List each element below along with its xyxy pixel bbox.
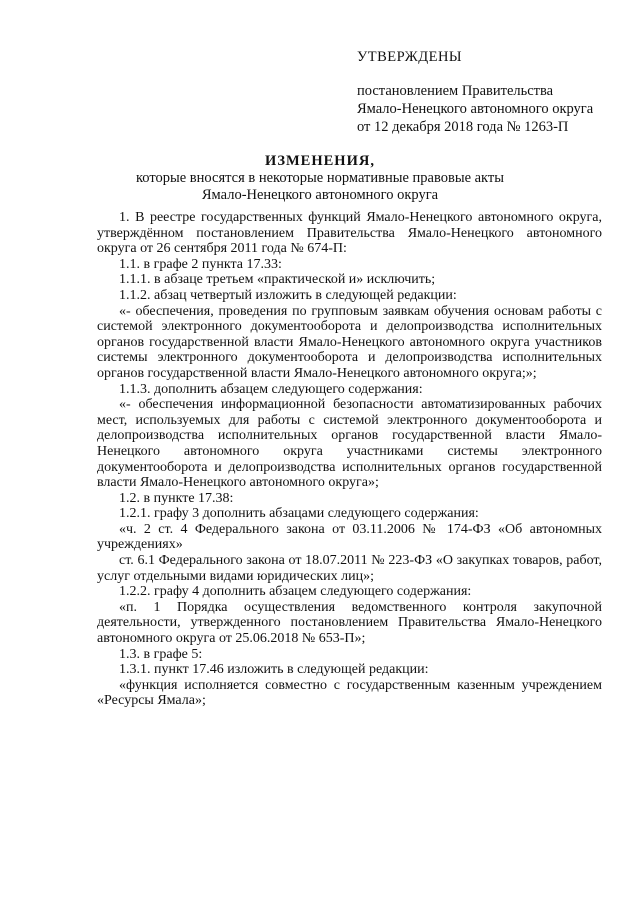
paragraph: «п. 1 Порядка осуществления ведомственного контроля закупочной деятельности, утвержденного постановлением Правительства Ямало-Ненецкого автономного округа от 25.06.2018 № 653-П»; [97,599,602,647]
paragraph: «ч. 2 ст. 4 Федерального закона от 03.11.2006 № 174-ФЗ «Об автономных учреждениях» [97,521,602,553]
paragraph: 1.2.1. графу 3 дополнить абзацами следующего содержания: [119,506,479,522]
paragraph: 1.1.2. абзац четвертый изложить в следующей редакции: [119,287,457,303]
approval-line: постановлением Правительства [357,83,554,99]
approval-line: Ямало-Ненецкого автономного округа [357,101,594,117]
paragraph: 1. В реестре государственных функций Ямало-Ненецкого автономного округа, утверждённом постановлением Правительства Ямало-Ненецкого автономного округа от 26 сентября 2011 года № 674-П: [97,210,602,257]
paragraph: ст. 6.1 Федерального закона от 18.07.2011 № 223-ФЗ «О закупках товаров, работ, услуг отдельными видами юридических лиц»; [97,553,602,584]
title-subtitle: которые вносятся в некоторые нормативные правовые акты [135,170,504,186]
paragraph: 1.2.2. графу 4 дополнить абзацем следующего содержания: [119,584,472,600]
document-title [0,153,640,204]
paragraph: «- обеспечения информационной безопасности автоматизированных рабочих мест, используемых для работы с системой электронного документооборота и делопроизводства исполнительных органов государственной власти Ямало-Ненецкого автономного округа участниками системы электронного документооборота и делопроизводства исполнительных органов государственной власти Ямало-Ненецкого автономного округа»; [97,397,602,491]
paragraph: 1.1. в графе 2 пункта 17.33: [119,256,282,272]
document-body [97,210,602,709]
approval-stamp [357,48,593,136]
paragraph: 1.2. в пункте 17.38: [119,490,234,506]
title-main: ИЗМЕНЕНИЯ, [265,153,375,169]
paragraph: 1.3. в графе 5: [119,646,203,662]
paragraph: 1.1.1. в абзаце третьем «практической и» исключить; [119,272,436,288]
paragraph: 1.3.1. пункт 17.46 изложить в следующей редакции: [119,662,429,678]
approval-heading: УТВЕРЖДЕНЫ [357,49,463,65]
title-subtitle: Ямало-Ненецкого автономного округа [201,187,439,203]
paragraph: 1.1.3. дополнить абзацем следующего содержания: [119,381,423,397]
approval-line: от 12 декабря 2018 года № 1263-П [357,119,569,135]
paragraph: «функция исполняется совместно с государственным казенным учреждением «Ресурсы Ямала»; [97,677,602,709]
paragraph: «- обеспечения, проведения по групповым заявкам обучения основам работы с системой электронного документооборота и делопроизводства исполнительных органов государственной власти Ямало-Ненецкого автономного округа участников системы электронного документооборота и делопроизводства исполнительных органов государственной власти Ямало-Ненецкого автономного округа;»; [97,303,602,381]
